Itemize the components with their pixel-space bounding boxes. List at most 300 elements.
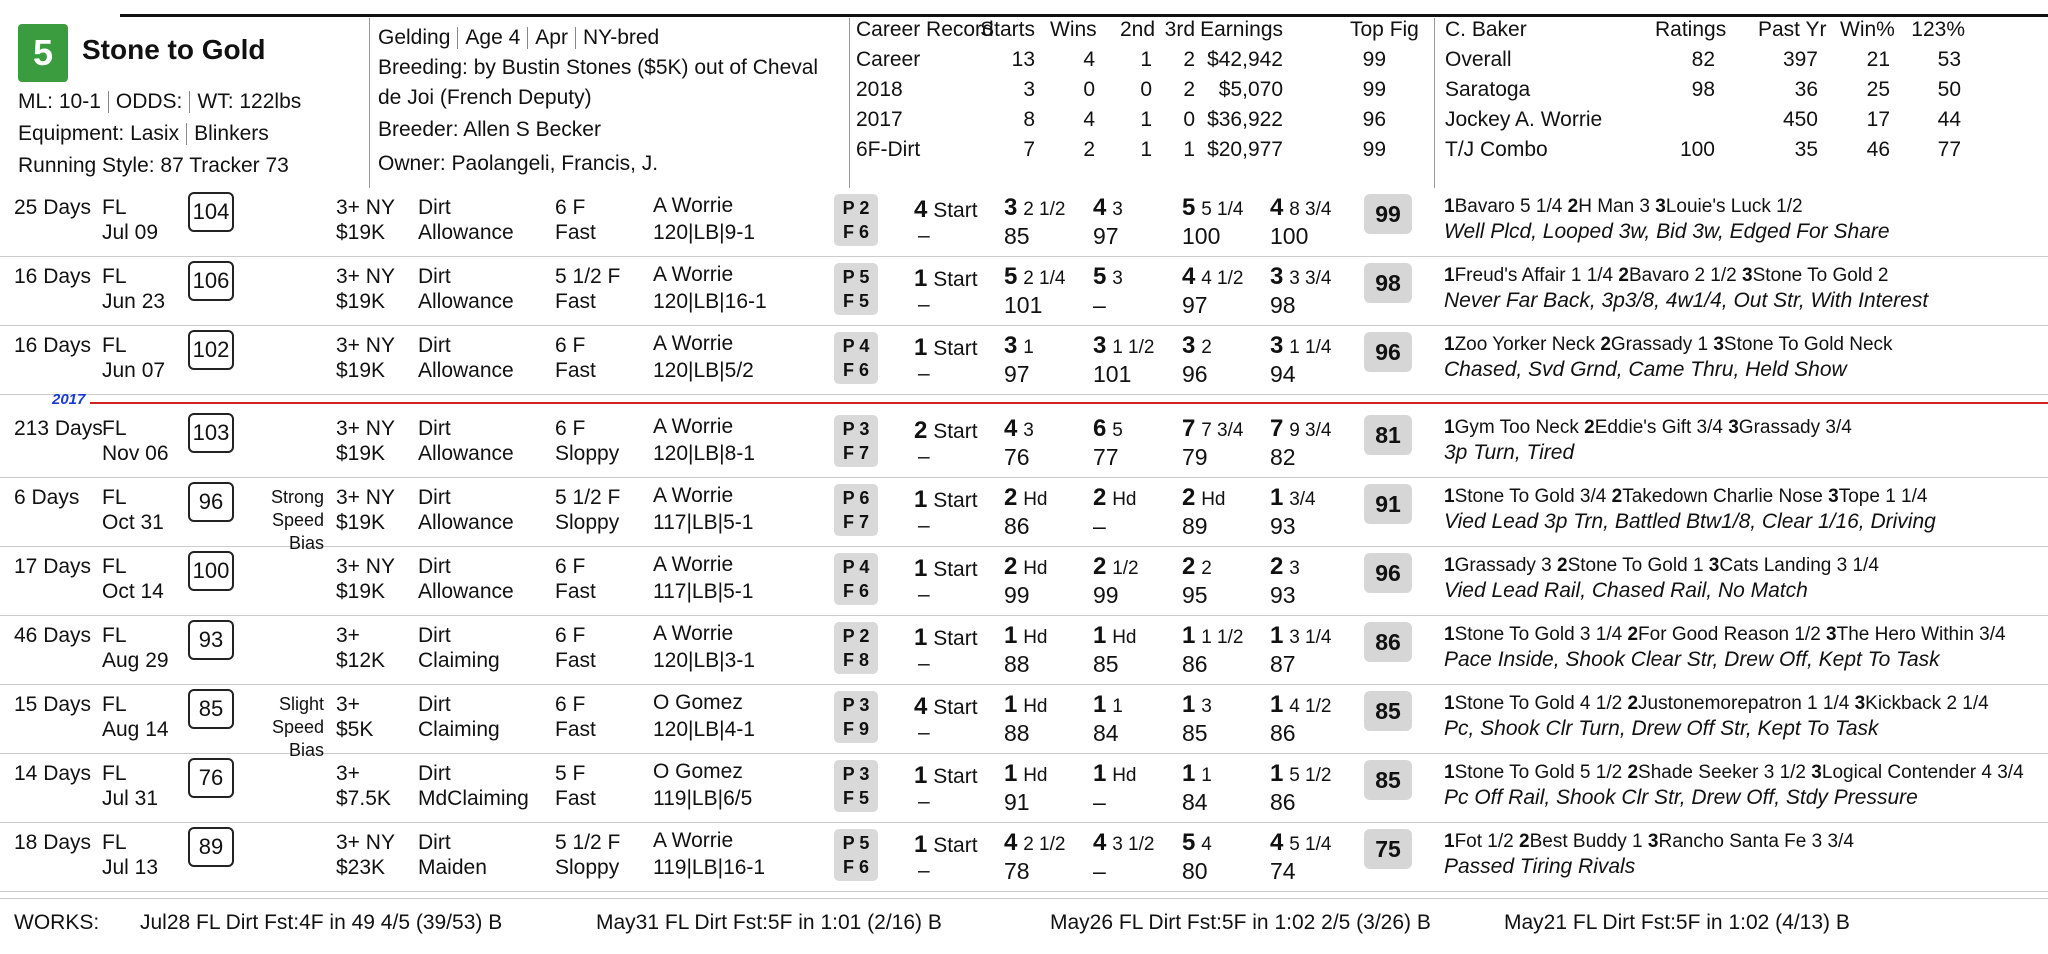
lengths: Hd	[1112, 765, 1137, 786]
divider	[527, 27, 528, 49]
post-finish	[834, 622, 878, 674]
race-result	[1444, 333, 1893, 357]
field-size: F 6	[842, 222, 869, 242]
trip-comment: Vied Lead Rail, Chased Rail, No Match	[1444, 579, 1808, 602]
days-since: 6 Days	[14, 486, 80, 509]
jockey-info: 117|LB|5-1	[653, 511, 754, 534]
race-date: Jun 23	[102, 290, 166, 313]
call-position	[1270, 762, 1331, 788]
career-header: 3rd	[1164, 18, 1195, 41]
call-position	[1004, 265, 1065, 291]
lengths: 2	[1201, 337, 1212, 358]
call-figure: 86	[1004, 513, 1030, 539]
speed-figure: 100	[188, 551, 234, 591]
foaled: Apr	[535, 26, 568, 49]
field-size: F 7	[842, 512, 869, 532]
call-figure: 94	[1270, 361, 1296, 387]
start-pos: 1	[914, 486, 928, 513]
second: Shade Seeker 3 1/2	[1638, 762, 1807, 783]
stats-cell: Saratoga	[1445, 78, 1531, 101]
purse: $19K	[336, 442, 386, 465]
race-date: Oct 31	[102, 511, 164, 534]
place-1: 1	[1444, 624, 1455, 645]
third: Stone To Gold Neck	[1723, 334, 1893, 355]
call-figure: 86	[1182, 651, 1208, 677]
place-2: 2	[1557, 555, 1568, 576]
start-dash: –	[918, 445, 930, 468]
position: 5	[1182, 194, 1196, 221]
position: 1	[1270, 760, 1284, 787]
position: 4	[1093, 194, 1107, 221]
place-2: 2	[1627, 762, 1639, 783]
race-class: 3+ NY	[336, 196, 395, 219]
race-row	[0, 823, 2048, 892]
start-dash: –	[918, 790, 930, 813]
call-figure: 77	[1093, 444, 1119, 470]
third: Stone To Gold 2	[1752, 265, 1889, 286]
second: Best Buddy 1	[1529, 831, 1643, 852]
position: 2	[1004, 553, 1018, 580]
race-type: Maiden	[418, 856, 487, 879]
start-pos: 1	[914, 762, 928, 789]
distance: 6 F	[555, 196, 586, 219]
call-position	[1004, 624, 1048, 650]
career-header: 2nd	[1120, 18, 1156, 41]
speed-figure: 76	[188, 758, 234, 798]
race-class: 3+ NY	[336, 831, 395, 854]
days-since: 25 Days	[14, 196, 92, 219]
race-result	[1444, 416, 1852, 440]
third: Tope 1 1/4	[1838, 486, 1928, 507]
track: FL	[102, 624, 127, 647]
lengths: 4 1/2	[1289, 696, 1332, 717]
jockey: A Worrie	[653, 829, 734, 852]
post: P 6	[842, 488, 870, 508]
start-position: 2 Start	[914, 417, 978, 444]
speed-figure: 96	[188, 482, 234, 522]
call-position	[1270, 265, 1331, 291]
start-position: 1 Start	[914, 762, 978, 789]
track-condition: Fast	[555, 718, 596, 741]
lengths: 1 1/4	[1289, 337, 1332, 358]
trip-comment: 3p Turn, Tired	[1444, 441, 1575, 464]
track-condition: Fast	[555, 359, 596, 382]
position: 2	[1004, 484, 1018, 511]
call-position	[1182, 555, 1212, 581]
call-position	[1093, 693, 1123, 719]
top-rule	[120, 14, 2048, 17]
call-figure: 84	[1182, 789, 1208, 815]
career-cell: 8	[1023, 108, 1035, 131]
bias-strength: Strong	[270, 487, 324, 507]
call-figure: 86	[1270, 720, 1296, 746]
start-dash: –	[918, 859, 930, 882]
jockey: A Worrie	[653, 415, 734, 438]
position: 4	[1270, 829, 1284, 856]
career-record-table	[850, 18, 1435, 188]
top-figure: 98	[1364, 263, 1412, 303]
lengths: 3	[1112, 268, 1123, 289]
distance: 6 F	[555, 334, 586, 357]
call-position	[1270, 196, 1331, 222]
call-position	[1093, 334, 1154, 360]
race-type: Claiming	[418, 718, 500, 741]
call-position	[1270, 693, 1331, 719]
call-figure: 98	[1270, 292, 1296, 318]
call-figure: 76	[1004, 444, 1030, 470]
stats-header: Past Yr	[1758, 18, 1827, 41]
running-style: Running Style: 87 Tracker 73	[18, 154, 289, 177]
second: Stone To Gold 1	[1567, 555, 1704, 576]
trip-comment: Pc Off Rail, Shook Clr Str, Drew Off, Stdy Pressure	[1444, 786, 1918, 809]
race-type: MdClaiming	[418, 787, 529, 810]
career-header: Top Fig	[1350, 18, 1419, 41]
career-cell: 13	[1011, 48, 1035, 71]
divider	[108, 91, 109, 113]
track-bias	[236, 693, 324, 762]
speed-figure: 85	[188, 689, 234, 729]
post-finish	[834, 829, 878, 881]
call-position	[1270, 831, 1331, 857]
start-position: 4 Start	[914, 196, 978, 223]
call-figure: 82	[1270, 444, 1296, 470]
race-class: 3+ NY	[336, 265, 395, 288]
position: 1	[1004, 760, 1018, 787]
top-figure: 91	[1364, 484, 1412, 524]
call-figure: 99	[1093, 582, 1119, 608]
call-position	[1182, 831, 1212, 857]
career-cell: Career	[856, 48, 921, 71]
call-figure: 86	[1270, 789, 1296, 815]
winner: Bavaro 5 1/4	[1454, 196, 1563, 217]
race-class: 3+ NY	[336, 555, 395, 578]
start-pos: 4	[914, 196, 928, 223]
track: FL	[102, 555, 127, 578]
call-position	[1004, 555, 1048, 581]
divider	[189, 91, 190, 113]
lengths: Hd	[1023, 558, 1048, 579]
race-row	[0, 685, 2048, 760]
place-2: 2	[1567, 196, 1579, 217]
call-position	[1182, 693, 1212, 719]
position: 5	[1093, 263, 1107, 290]
position: 2	[1182, 484, 1196, 511]
jockey: A Worrie	[653, 194, 734, 217]
start-pos: 1	[914, 265, 928, 292]
post-finish	[834, 484, 878, 536]
lengths: Hd	[1201, 489, 1226, 510]
field-size: F 6	[842, 581, 869, 601]
lengths: Hd	[1023, 696, 1048, 717]
call-position	[1093, 265, 1123, 291]
jockey: O Gomez	[653, 760, 743, 783]
call-figure: 100	[1182, 223, 1221, 249]
place-1: 1	[1444, 486, 1455, 507]
race-date: Jul 31	[102, 787, 159, 810]
start-position: 1 Start	[914, 486, 978, 513]
call-position	[1182, 334, 1212, 360]
stats-header: Win%	[1840, 18, 1895, 41]
trip-comment: Vied Lead 3p Trn, Battled Btw1/8, Clear 1/16, Driving	[1444, 510, 1936, 533]
odds-label: ODDS:	[115, 90, 183, 113]
top-figure: 96	[1364, 332, 1412, 372]
call-figure: 85	[1182, 720, 1208, 746]
place-1: 1	[1444, 762, 1455, 783]
days-since: 16 Days	[14, 265, 92, 288]
call-position	[1093, 555, 1139, 581]
post: P 2	[842, 198, 870, 218]
winner: Stone To Gold 3 1/4	[1454, 624, 1623, 645]
speed-figure: 102	[188, 330, 234, 370]
career-cell: $5,070	[1218, 78, 1283, 101]
career-header: Starts	[980, 18, 1035, 41]
career-cell: 2018	[856, 78, 903, 101]
stats-cell: T/J Combo	[1445, 138, 1548, 161]
call-figure: 95	[1182, 582, 1208, 608]
career-cell: 2017	[856, 108, 903, 131]
start-position: 1 Start	[914, 624, 978, 651]
track: FL	[102, 486, 127, 509]
track-condition: Fast	[555, 221, 596, 244]
place-3: 3	[1728, 417, 1739, 438]
lengths: 3/4	[1289, 489, 1316, 510]
call-position	[1004, 334, 1034, 360]
top-figure: 99	[1364, 194, 1412, 234]
jockey-info: 119|LB|6/5	[653, 787, 753, 810]
career-cell: 99	[1362, 78, 1386, 101]
race-class: 3+	[336, 624, 360, 647]
call-figure: 101	[1004, 292, 1043, 318]
top-figure: 81	[1364, 415, 1412, 455]
race-type: Allowance	[418, 290, 514, 313]
owner: Owner: Paolangeli, Francis, J.	[378, 152, 659, 175]
header	[0, 18, 2048, 188]
start-position: 1 Start	[914, 831, 978, 858]
career-cell: 7	[1023, 138, 1035, 161]
horse-name: Stone to Gold	[82, 34, 266, 65]
call-position	[1093, 831, 1154, 857]
career-cell: 1	[1140, 48, 1152, 71]
days-since: 15 Days	[14, 693, 92, 716]
track-condition: Sloppy	[555, 442, 620, 465]
lengths: 2	[1201, 558, 1212, 579]
field-size: F 5	[842, 788, 869, 808]
jockey-info: 120|LB|3-1	[653, 649, 755, 672]
call-position	[1270, 486, 1316, 512]
track: FL	[102, 831, 127, 854]
position: 3	[1182, 332, 1196, 359]
call-position	[1093, 762, 1137, 788]
career-cell: $42,942	[1207, 48, 1283, 71]
call-figure: 85	[1093, 651, 1119, 677]
position: 1	[1093, 622, 1107, 649]
race-type: Allowance	[418, 580, 514, 603]
breeding-line-2: de Joi (French Deputy)	[378, 86, 592, 109]
field-size: F 6	[842, 360, 869, 380]
stats-cell: 397	[1782, 48, 1818, 71]
race-result	[1444, 761, 2024, 785]
call-figure: 84	[1093, 720, 1119, 746]
stats-cell: 44	[1937, 108, 1961, 131]
track-condition: Fast	[555, 580, 596, 603]
work-item: Jul28 FL Dirt Fst:4F in 49 4/5 (39/53) B	[140, 911, 503, 934]
lengths: 8 3/4	[1289, 199, 1332, 220]
place-2: 2	[1519, 831, 1530, 852]
call-figure: 80	[1182, 858, 1208, 884]
works-label: WORKS:	[14, 911, 100, 934]
stats-cell: 77	[1937, 138, 1961, 161]
track-condition: Fast	[555, 290, 596, 313]
breeding-line-1: Breeding: by Bustin Stones ($5K) out of Cheval	[378, 56, 819, 79]
call-position	[1004, 762, 1048, 788]
surface: Dirt	[418, 762, 451, 785]
days-since: 18 Days	[14, 831, 92, 854]
career-cell: 3	[1023, 78, 1035, 101]
lengths: Hd	[1023, 765, 1048, 786]
stats-cell: 21	[1866, 48, 1890, 71]
second: Justonemorepatron 1 1/4	[1638, 693, 1850, 714]
start-pos: 1	[914, 555, 928, 582]
odds-line	[18, 90, 301, 114]
third: Grassady 3/4	[1738, 417, 1852, 438]
work-item: May26 FL Dirt Fst:5F in 1:02 2/5 (3/26) B	[1050, 911, 1431, 934]
year-separator	[0, 391, 2048, 408]
stats-cell: 98	[1691, 78, 1715, 101]
second: H Man 3	[1578, 196, 1650, 217]
position: 4	[1182, 263, 1196, 290]
position: 1	[1182, 691, 1196, 718]
race-type: Claiming	[418, 649, 500, 672]
post: P 3	[842, 764, 870, 784]
weight: WT: 122lbs	[197, 90, 302, 113]
second: Eddie's Gift 3/4	[1594, 417, 1723, 438]
start-pos: 1	[914, 831, 928, 858]
call-figure: 99	[1004, 582, 1030, 608]
post-finish	[834, 691, 878, 743]
post: P 5	[842, 833, 870, 853]
call-figure: 100	[1270, 223, 1309, 249]
track: FL	[102, 334, 127, 357]
trip-comment: Pace Inside, Shook Clear Str, Drew Off, Kept To Task	[1444, 648, 1940, 671]
call-figure: 91	[1004, 789, 1030, 815]
lengths: 1	[1112, 696, 1123, 717]
position: 4	[1093, 829, 1107, 856]
lengths: 1	[1023, 337, 1034, 358]
speed-figure: 106	[188, 261, 234, 301]
post-position-badge: 5	[18, 24, 68, 82]
position: 1	[1004, 622, 1018, 649]
call-figure: 97	[1004, 361, 1030, 387]
race-row	[0, 754, 2048, 823]
lengths: 1 1/2	[1201, 627, 1244, 648]
position: 1	[1182, 622, 1196, 649]
race-class: 3+ NY	[336, 417, 395, 440]
track: FL	[102, 417, 127, 440]
start-dash: –	[918, 652, 930, 675]
place-2: 2	[1618, 265, 1629, 286]
call-position	[1004, 831, 1065, 857]
place-3: 3	[1811, 762, 1822, 783]
track: FL	[102, 265, 127, 288]
purse: $12K	[336, 649, 386, 672]
surface: Dirt	[418, 486, 451, 509]
stats-cell: 36	[1794, 78, 1818, 101]
race-row	[0, 409, 2048, 478]
career-cell: 1	[1140, 138, 1152, 161]
position: 1	[1182, 760, 1196, 787]
place-2: 2	[1584, 417, 1595, 438]
call-position	[1270, 624, 1331, 650]
place-2: 2	[1627, 624, 1639, 645]
field-size: F 5	[842, 291, 869, 311]
position: 5	[1004, 263, 1018, 290]
distance: 5 1/2 F	[555, 486, 621, 509]
place-3: 3	[1828, 486, 1839, 507]
call-figure: 96	[1182, 361, 1208, 387]
lengths: 1 1/2	[1112, 337, 1155, 358]
start-pos: 4	[914, 693, 928, 720]
top-figure: 85	[1364, 760, 1412, 800]
race-result	[1444, 485, 1927, 509]
position: 1	[1270, 691, 1284, 718]
surface: Dirt	[418, 624, 451, 647]
start-dash: –	[918, 293, 930, 316]
race-class: 3+	[336, 693, 360, 716]
purse: $19K	[336, 290, 386, 313]
career-cell: $36,922	[1207, 108, 1283, 131]
race-date: Aug 29	[102, 649, 169, 672]
position: 4	[1270, 194, 1284, 221]
purse: $19K	[336, 511, 386, 534]
place-3: 3	[1708, 555, 1720, 576]
stats-cell: Jockey A. Worrie	[1445, 108, 1603, 131]
top-figure: 96	[1364, 553, 1412, 593]
lengths: 4	[1201, 834, 1212, 855]
position: 4	[1004, 829, 1018, 856]
third: Rancho Santa Fe 3 3/4	[1658, 831, 1854, 852]
lengths: Hd	[1023, 489, 1048, 510]
position: 2	[1093, 553, 1107, 580]
race-date: Jun 07	[102, 359, 166, 382]
race-date: Oct 14	[102, 580, 164, 603]
purse: $5K	[336, 718, 374, 741]
winner: Freud's Affair 1 1/4	[1454, 265, 1614, 286]
lengths: 5 1/4	[1289, 834, 1332, 855]
career-cell: 2	[1183, 78, 1195, 101]
call-position	[1093, 486, 1137, 512]
race-row	[0, 547, 2048, 616]
position: 6	[1093, 415, 1107, 442]
post: P 4	[842, 336, 870, 356]
lengths: 3	[1289, 558, 1300, 579]
lengths: 5 1/2	[1289, 765, 1332, 786]
top-figure: 75	[1364, 829, 1412, 869]
call-figure: 74	[1270, 858, 1296, 884]
place-1: 1	[1444, 831, 1455, 852]
purse: $19K	[336, 221, 386, 244]
jockey: O Gomez	[653, 691, 743, 714]
blinkers: Blinkers	[194, 122, 269, 145]
career-cell: 4	[1083, 48, 1095, 71]
surface: Dirt	[418, 334, 451, 357]
race-date: Aug 14	[102, 718, 169, 741]
surface: Dirt	[418, 693, 451, 716]
trip-comment: Well Plcd, Looped 3w, Bid 3w, Edged For Share	[1444, 220, 1890, 243]
place-3: 3	[1713, 334, 1724, 355]
divider	[186, 123, 187, 145]
race-result	[1444, 623, 2006, 647]
career-header: Earnings	[1200, 18, 1283, 41]
